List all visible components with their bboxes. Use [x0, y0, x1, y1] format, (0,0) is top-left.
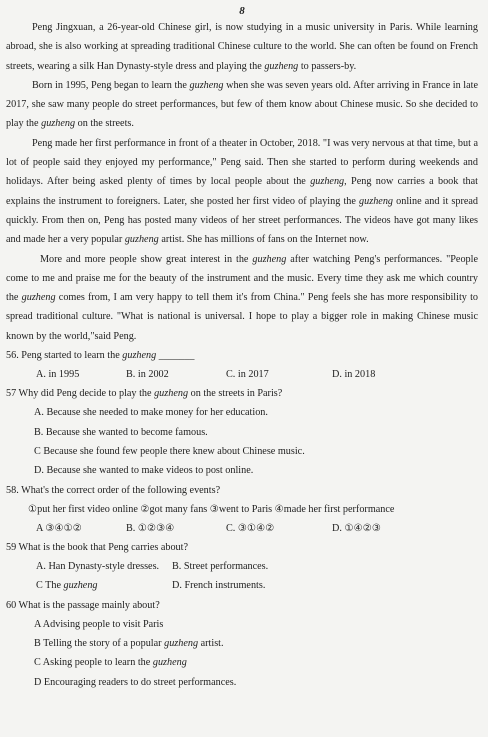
- option-c: C The guzheng: [36, 580, 98, 592]
- option-a: A. Because she needed to make money for her education.: [34, 407, 268, 419]
- question-56: [6, 346, 478, 384]
- option-a: A Advising people to visit Paris: [34, 618, 164, 630]
- question-stem: 56. Peng started to learn the guzheng _______: [6, 350, 195, 362]
- passage-paragraph-2: Born in 1995, Peng began to learn the guzheng when she was seven years old. After arriving in France in late 2017, she saw many people do street performances, but few of them know about Chinese music. So she decided to play the guzheng on the streets.: [6, 79, 478, 130]
- option-d: D. French instruments.: [172, 580, 266, 592]
- question-stem: 60 What is the passage mainly about?: [6, 599, 160, 611]
- option-c: C. in 2017: [226, 369, 269, 381]
- question-57: [6, 384, 478, 480]
- option-a: A. Han Dynasty-style dresses.: [36, 561, 160, 573]
- option-row: [6, 557, 478, 576]
- event-list: ①put her first video online ②got many fans ③went to Paris ④made her first performance: [28, 503, 395, 515]
- reading-passage: [6, 18, 478, 346]
- option-d: D Encouraging readers to do street performances.: [34, 676, 237, 688]
- option-b: B. Because she wanted to become famous.: [34, 426, 208, 438]
- option-row: [6, 576, 478, 595]
- option-c: C. ③①④②: [226, 522, 275, 534]
- option-b: B. ①②③④: [126, 522, 175, 534]
- option-c: C Because she found few people there knew about Chinese music.: [34, 445, 305, 457]
- option-row: [6, 519, 478, 538]
- page-mark: 8: [239, 5, 245, 17]
- question-58: [6, 481, 478, 539]
- question-stem: 58. What's the correct order of the following events?: [6, 484, 221, 496]
- option-c: C Asking people to learn the guzheng: [34, 657, 187, 669]
- passage-paragraph-1: Peng Jingxuan, a 26-year-old Chinese girl, is now studying in a music university in Paris. While learning abroad, she is also working at spreading traditional Chinese culture to the world. She can often be found on French streets, wearing a silk Han Dynasty-style dress and playing the guzheng to passers-by.: [6, 22, 478, 72]
- option-row: [6, 365, 478, 384]
- option-a: A ③④①②: [36, 522, 82, 534]
- question-60: [6, 596, 478, 692]
- option-a: A. in 1995: [36, 369, 80, 381]
- option-d: D. Because she wanted to make videos to post online.: [34, 465, 254, 477]
- option-b: B. Street performances.: [172, 561, 269, 573]
- passage-paragraph-3: Peng made her first performance in front of a theater in October, 2018. "I was very nervous at that time, but a lot of people said they enjoyed my performance," Peng said. Then she started to perform during weekends and holidays. After being asked plenty of times by local people about the guzheng, Peng now carries a book that explains the instrument to foreigners. Later, she posted her first video of playing the guzheng online and it spread quickly. From then on, Peng has posted many videos of her street performances. The videos have got many likes and made her a very popular guzheng artist. She has millions of fans on the Internet now.: [6, 137, 478, 246]
- question-stem: 59 What is the book that Peng carries about?: [6, 542, 189, 554]
- option-d: D. in 2018: [332, 369, 376, 381]
- question-59: [6, 538, 478, 596]
- option-b: B. in 2002: [126, 369, 169, 381]
- option-d: D. ①④②③: [332, 522, 381, 534]
- option-b: B Telling the story of a popular guzheng artist.: [34, 638, 224, 650]
- question-stem: 57 Why did Peng decide to play the guzheng on the streets in Paris?: [6, 388, 283, 400]
- passage-paragraph-4: More and more people show great interest in the guzheng after watching Peng's performances. "People come to me and praise me for the beauty of the instrument and the music. Every time they ask me which country the guzheng comes from, I am very happy to tell them it's from China." Peng feels she has more responsibility to spread traditional culture. "What is national is universal. I hope to play a bigger role in making Chinese music known by the world,"said Peng.: [6, 253, 478, 342]
